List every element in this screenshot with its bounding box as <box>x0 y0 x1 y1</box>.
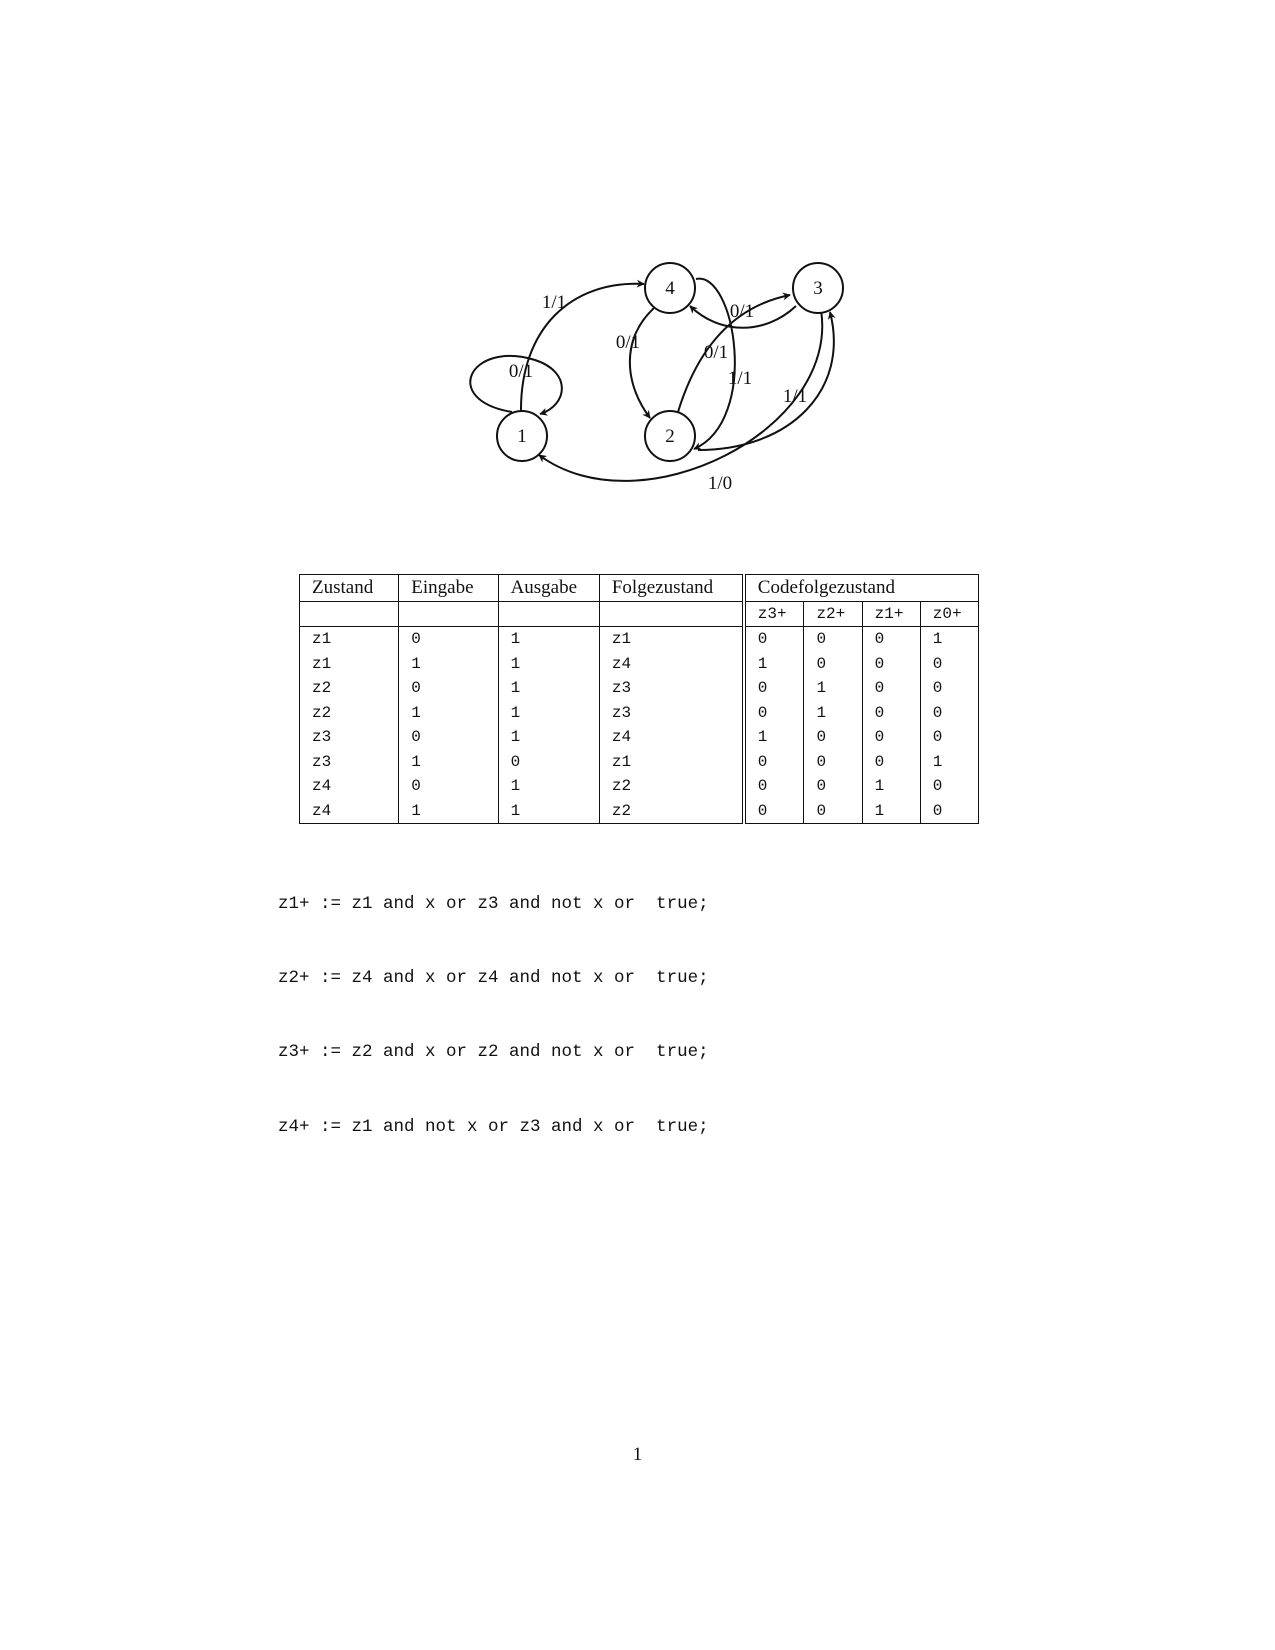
table-cell: z3 <box>300 750 399 775</box>
table-cell: 1 <box>498 701 599 726</box>
table-cell: 1 <box>744 725 804 750</box>
table-cell: 0 <box>399 627 498 652</box>
table-row <box>300 652 979 677</box>
subheader-z3: z3+ <box>744 602 804 627</box>
table-subheader-row <box>300 602 979 627</box>
table-cell: 1 <box>744 652 804 677</box>
table-cell: 0 <box>920 676 978 701</box>
table-cell: z2 <box>300 676 399 701</box>
state-label-3: 3 <box>813 278 823 299</box>
state-label-4: 4 <box>665 278 675 299</box>
transition-4-2-b <box>694 279 735 449</box>
state-label-1: 1 <box>517 426 527 447</box>
table-row <box>300 774 979 799</box>
table-cell: 1 <box>498 627 599 652</box>
equation-line: z2+ := z4 and x or z4 and not x or true; <box>278 967 709 988</box>
subheader-empty <box>498 602 599 627</box>
header-ausgabe: Ausgabe <box>498 575 599 602</box>
equations-block <box>278 842 709 1164</box>
header-codefolgezustand: Codefolgezustand <box>744 575 979 602</box>
table-cell: 0 <box>862 725 920 750</box>
transition-label-3-4: 0/1 <box>729 301 755 322</box>
table-cell: 0 <box>804 774 862 799</box>
table-cell: 1 <box>399 799 498 824</box>
table-cell: z1 <box>300 627 399 652</box>
subheader-z0: z0+ <box>920 602 978 627</box>
subheader-empty <box>300 602 399 627</box>
header-eingabe: Eingabe <box>399 575 498 602</box>
state-transition-table <box>299 574 979 824</box>
table-cell: z1 <box>599 627 743 652</box>
table-cell: 0 <box>804 799 862 824</box>
table-cell: 0 <box>804 750 862 775</box>
table-cell: z4 <box>300 799 399 824</box>
subheader-empty <box>399 602 498 627</box>
table-row <box>300 627 979 652</box>
table-row <box>300 701 979 726</box>
table-cell: 0 <box>399 676 498 701</box>
table-cell: 1 <box>804 676 862 701</box>
table-header-row <box>300 575 979 602</box>
table-cell: z1 <box>300 652 399 677</box>
table-cell: 0 <box>744 750 804 775</box>
table-cell: 0 <box>920 799 978 824</box>
table-cell: z4 <box>300 774 399 799</box>
table-cell: 0 <box>862 652 920 677</box>
table-cell: 1 <box>920 627 978 652</box>
table-cell: z4 <box>599 652 743 677</box>
table-cell: 0 <box>920 701 978 726</box>
table-cell: 0 <box>804 627 862 652</box>
table-cell: 1 <box>498 799 599 824</box>
header-folgezustand: Folgezustand <box>599 575 743 602</box>
transition-4-2-a <box>630 308 654 418</box>
table-cell: 0 <box>862 676 920 701</box>
table-cell: 0 <box>804 725 862 750</box>
table-cell: 1 <box>399 652 498 677</box>
equation-line: z1+ := z1 and x or z3 and not x or true; <box>278 893 709 914</box>
table-cell: 0 <box>744 701 804 726</box>
transition-label-2-3-b: 1/1 <box>782 386 808 407</box>
header-zustand: Zustand <box>300 575 399 602</box>
table-cell: 0 <box>804 652 862 677</box>
table-cell: z3 <box>599 701 743 726</box>
table-cell: 0 <box>744 627 804 652</box>
table-cell: 0 <box>862 627 920 652</box>
state-diagram <box>0 0 1275 540</box>
table-cell: 0 <box>862 750 920 775</box>
table-cell: z1 <box>599 750 743 775</box>
table-cell: 0 <box>399 725 498 750</box>
table-row <box>300 725 979 750</box>
table-cell: 1 <box>920 750 978 775</box>
transition-label-2-3-a: 0/1 <box>703 342 729 363</box>
table-cell: 0 <box>744 676 804 701</box>
table-cell: 0 <box>498 750 599 775</box>
state-label-2: 2 <box>665 426 675 447</box>
transition-label-4-2-b: 1/1 <box>727 368 753 389</box>
table-cell: 1 <box>399 750 498 775</box>
table-cell: z2 <box>599 774 743 799</box>
page-number: 1 <box>632 1444 643 1465</box>
equation-line: z4+ := z1 and not x or z3 and x or true; <box>278 1116 709 1137</box>
table-cell: 1 <box>399 701 498 726</box>
transition-label-1-4: 1/1 <box>541 292 567 313</box>
transition-label-3-1: 1/0 <box>707 473 733 494</box>
subheader-z1: z1+ <box>862 602 920 627</box>
table-cell: 0 <box>744 799 804 824</box>
table-cell: 1 <box>804 701 862 726</box>
equation-line: z3+ := z2 and x or z2 and not x or true; <box>278 1042 709 1063</box>
table-cell: 0 <box>862 701 920 726</box>
table-row <box>300 676 979 701</box>
table-row <box>300 799 979 824</box>
table-cell: 0 <box>399 774 498 799</box>
table-cell: 1 <box>498 774 599 799</box>
table-cell: z2 <box>300 701 399 726</box>
table-cell: 1 <box>498 652 599 677</box>
table-cell: 0 <box>920 725 978 750</box>
table-cell: 1 <box>862 774 920 799</box>
table-cell: z3 <box>300 725 399 750</box>
table-cell: 1 <box>498 725 599 750</box>
table-cell: 0 <box>920 774 978 799</box>
table-cell: z2 <box>599 799 743 824</box>
table-row <box>300 750 979 775</box>
table-cell: 1 <box>862 799 920 824</box>
table-cell: 0 <box>920 652 978 677</box>
table-cell: 1 <box>498 676 599 701</box>
subheader-empty <box>599 602 743 627</box>
table-cell: z4 <box>599 725 743 750</box>
transition-label-1-1: 0/1 <box>508 361 534 382</box>
transition-label-4-2-a: 0/1 <box>615 332 641 353</box>
subheader-z2: z2+ <box>804 602 862 627</box>
table-cell: 0 <box>744 774 804 799</box>
table-cell: z3 <box>599 676 743 701</box>
